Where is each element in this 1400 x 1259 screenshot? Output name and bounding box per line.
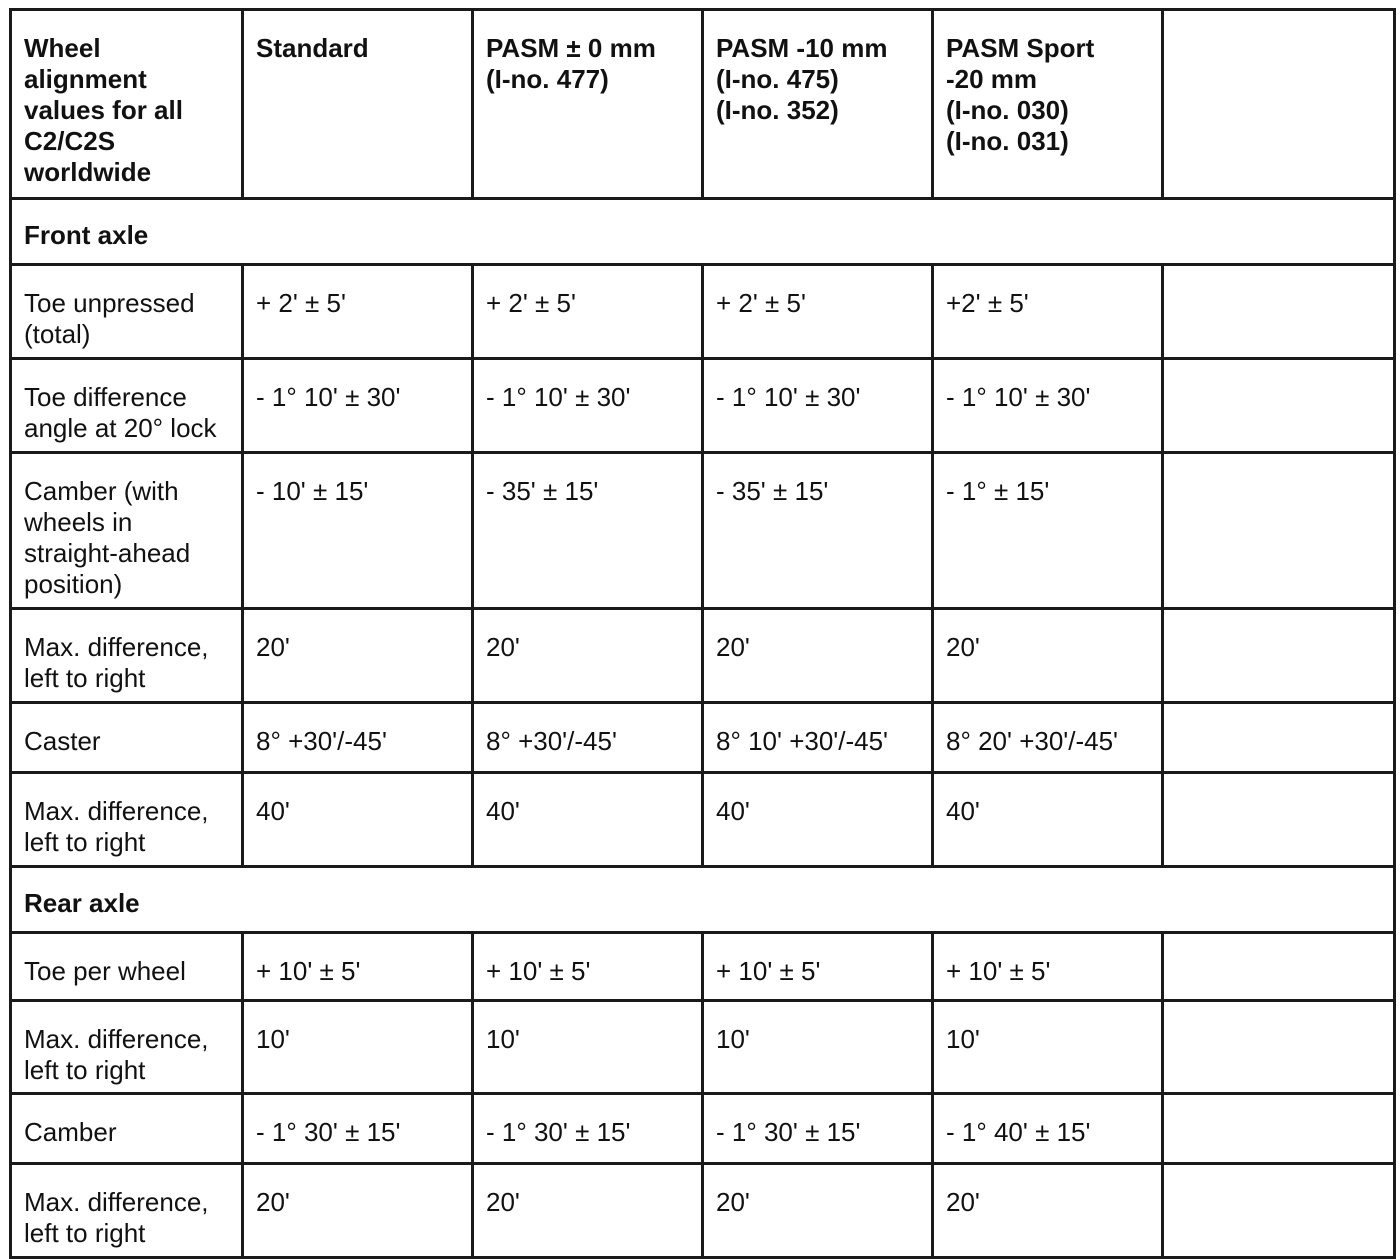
table-row — [11, 453, 1395, 609]
value-cell — [703, 609, 933, 703]
cell-value: 8° 10' +30'/-45' — [716, 726, 889, 756]
cell-value: + 10' ± 5' — [256, 956, 361, 986]
header-pasm-0-text: PASM ± 0 mm (I-no. 477) — [486, 33, 656, 94]
row-label: Caster — [24, 726, 101, 756]
row-label: Camber (with wheels in straight-ahead position) — [24, 476, 191, 599]
value-cell — [1163, 1164, 1395, 1258]
cell-value: + 2' ± 5' — [486, 288, 576, 318]
cell-value: 40' — [256, 796, 290, 826]
row-label-cell — [11, 1001, 243, 1094]
cell-value: 20' — [716, 1187, 750, 1217]
cell-value: + 2' ± 5' — [256, 288, 346, 318]
value-cell — [933, 1094, 1163, 1164]
value-cell — [1163, 933, 1395, 1001]
cell-value: +2' ± 5' — [946, 288, 1029, 318]
row-label-cell — [11, 609, 243, 703]
value-cell — [1163, 359, 1395, 453]
value-cell — [473, 1164, 703, 1258]
value-cell — [243, 609, 473, 703]
section-row-front-axle — [11, 199, 1395, 265]
value-cell — [473, 703, 703, 773]
header-cell-pasm-10 — [703, 10, 933, 199]
value-cell — [933, 933, 1163, 1001]
row-label: Toe difference angle at 20° lock — [24, 382, 217, 443]
cell-value: - 1° 10' ± 30' — [256, 382, 401, 412]
row-label: Max. difference, left to right — [24, 1024, 209, 1085]
value-cell — [1163, 265, 1395, 359]
header-cell-standard — [243, 10, 473, 199]
section-title-rear-axle — [11, 867, 1395, 933]
cell-value: - 1° 30' ± 15' — [486, 1117, 631, 1147]
cell-value: 8° +30'/-45' — [256, 726, 387, 756]
value-cell — [933, 609, 1163, 703]
cell-value: - 35' ± 15' — [716, 476, 829, 506]
value-cell — [1163, 453, 1395, 609]
value-cell — [243, 265, 473, 359]
row-label: Toe per wheel — [24, 956, 186, 986]
cell-value: 10' — [716, 1024, 750, 1054]
section-row-rear-axle — [11, 867, 1395, 933]
cell-value: - 1° 30' ± 15' — [716, 1117, 861, 1147]
value-cell — [1163, 1001, 1395, 1094]
row-label: Max. difference, left to right — [24, 796, 209, 857]
value-cell — [473, 773, 703, 867]
value-cell — [703, 773, 933, 867]
value-cell — [703, 933, 933, 1001]
cell-value: 8° +30'/-45' — [486, 726, 617, 756]
row-label-cell — [11, 703, 243, 773]
table-row — [11, 1001, 1395, 1094]
row-label: Toe unpressed (total) — [24, 288, 195, 349]
cell-value: - 1° 40' ± 15' — [946, 1117, 1091, 1147]
value-cell — [933, 703, 1163, 773]
value-cell — [473, 1094, 703, 1164]
table-row — [11, 265, 1395, 359]
value-cell — [1163, 703, 1395, 773]
value-cell — [243, 933, 473, 1001]
cell-value: 20' — [486, 1187, 520, 1217]
value-cell — [1163, 1094, 1395, 1164]
value-cell — [933, 773, 1163, 867]
row-label-cell — [11, 773, 243, 867]
cell-value: 10' — [946, 1024, 980, 1054]
value-cell — [473, 265, 703, 359]
header-pasm-sport-text: PASM Sport -20 mm (I-no. 030) (I-no. 031) — [946, 33, 1095, 156]
row-label: Camber — [24, 1117, 117, 1147]
row-label-cell — [11, 265, 243, 359]
value-cell — [243, 773, 473, 867]
value-cell — [243, 453, 473, 609]
value-cell — [703, 1094, 933, 1164]
row-label-cell — [11, 1094, 243, 1164]
value-cell — [1163, 609, 1395, 703]
value-cell — [933, 265, 1163, 359]
cell-value: 10' — [486, 1024, 520, 1054]
header-title-text: Wheel alignment values for all C2/C2S worldwide — [24, 33, 183, 187]
cell-value: 20' — [946, 1187, 980, 1217]
table-row — [11, 1094, 1395, 1164]
cell-value: 10' — [256, 1024, 290, 1054]
header-pasm-10-text: PASM -10 mm (I-no. 475) (I-no. 352) — [716, 33, 888, 125]
cell-value: - 1° 10' ± 30' — [486, 382, 631, 412]
value-cell — [473, 933, 703, 1001]
value-cell — [933, 453, 1163, 609]
cell-value: 20' — [486, 632, 520, 662]
value-cell — [243, 359, 473, 453]
row-label-cell — [11, 933, 243, 1001]
cell-value: + 10' ± 5' — [946, 956, 1051, 986]
value-cell — [473, 1001, 703, 1094]
value-cell — [1163, 773, 1395, 867]
cell-value: + 2' ± 5' — [716, 288, 806, 318]
cell-value: 40' — [946, 796, 980, 826]
value-cell — [243, 1164, 473, 1258]
table-row — [11, 773, 1395, 867]
cell-value: + 10' ± 5' — [486, 956, 591, 986]
header-standard-text: Standard — [256, 33, 369, 63]
cell-value: 20' — [256, 632, 290, 662]
header-cell-pasm-sport — [933, 10, 1163, 199]
wheel-alignment-table — [9, 8, 1396, 1259]
row-label: Max. difference, left to right — [24, 632, 209, 693]
table-row — [11, 703, 1395, 773]
cell-value: 8° 20' +30'/-45' — [946, 726, 1119, 756]
value-cell — [703, 1001, 933, 1094]
header-cell-empty — [1163, 10, 1395, 199]
value-cell — [703, 265, 933, 359]
cell-value: 40' — [486, 796, 520, 826]
cell-value: 20' — [716, 632, 750, 662]
cell-value: 20' — [256, 1187, 290, 1217]
cell-value: 40' — [716, 796, 750, 826]
row-label-cell — [11, 359, 243, 453]
value-cell — [933, 1001, 1163, 1094]
value-cell — [703, 1164, 933, 1258]
row-label-cell — [11, 1164, 243, 1258]
value-cell — [243, 1094, 473, 1164]
value-cell — [703, 703, 933, 773]
value-cell — [933, 359, 1163, 453]
table-header-row — [11, 10, 1395, 199]
section-title-front-axle — [11, 199, 1395, 265]
row-label: Max. difference, left to right — [24, 1187, 209, 1248]
row-label-cell — [11, 453, 243, 609]
value-cell — [473, 359, 703, 453]
table-row — [11, 609, 1395, 703]
cell-value: - 1° 30' ± 15' — [256, 1117, 401, 1147]
table-row — [11, 359, 1395, 453]
cell-value: - 10' ± 15' — [256, 476, 369, 506]
cell-value: 20' — [946, 632, 980, 662]
value-cell — [703, 453, 933, 609]
section-title-text: Front axle — [24, 220, 149, 250]
header-cell-pasm-0 — [473, 10, 703, 199]
table-row — [11, 933, 1395, 1001]
value-cell — [473, 453, 703, 609]
value-cell — [243, 703, 473, 773]
value-cell — [703, 359, 933, 453]
value-cell — [473, 609, 703, 703]
value-cell — [243, 1001, 473, 1094]
section-title-text: Rear axle — [24, 888, 140, 918]
cell-value: - 1° ± 15' — [946, 476, 1050, 506]
cell-value: + 10' ± 5' — [716, 956, 821, 986]
cell-value: - 1° 10' ± 30' — [946, 382, 1091, 412]
header-cell-title — [11, 10, 243, 199]
value-cell — [933, 1164, 1163, 1258]
cell-value: - 1° 10' ± 30' — [716, 382, 861, 412]
cell-value: - 35' ± 15' — [486, 476, 599, 506]
table-row — [11, 1164, 1395, 1258]
